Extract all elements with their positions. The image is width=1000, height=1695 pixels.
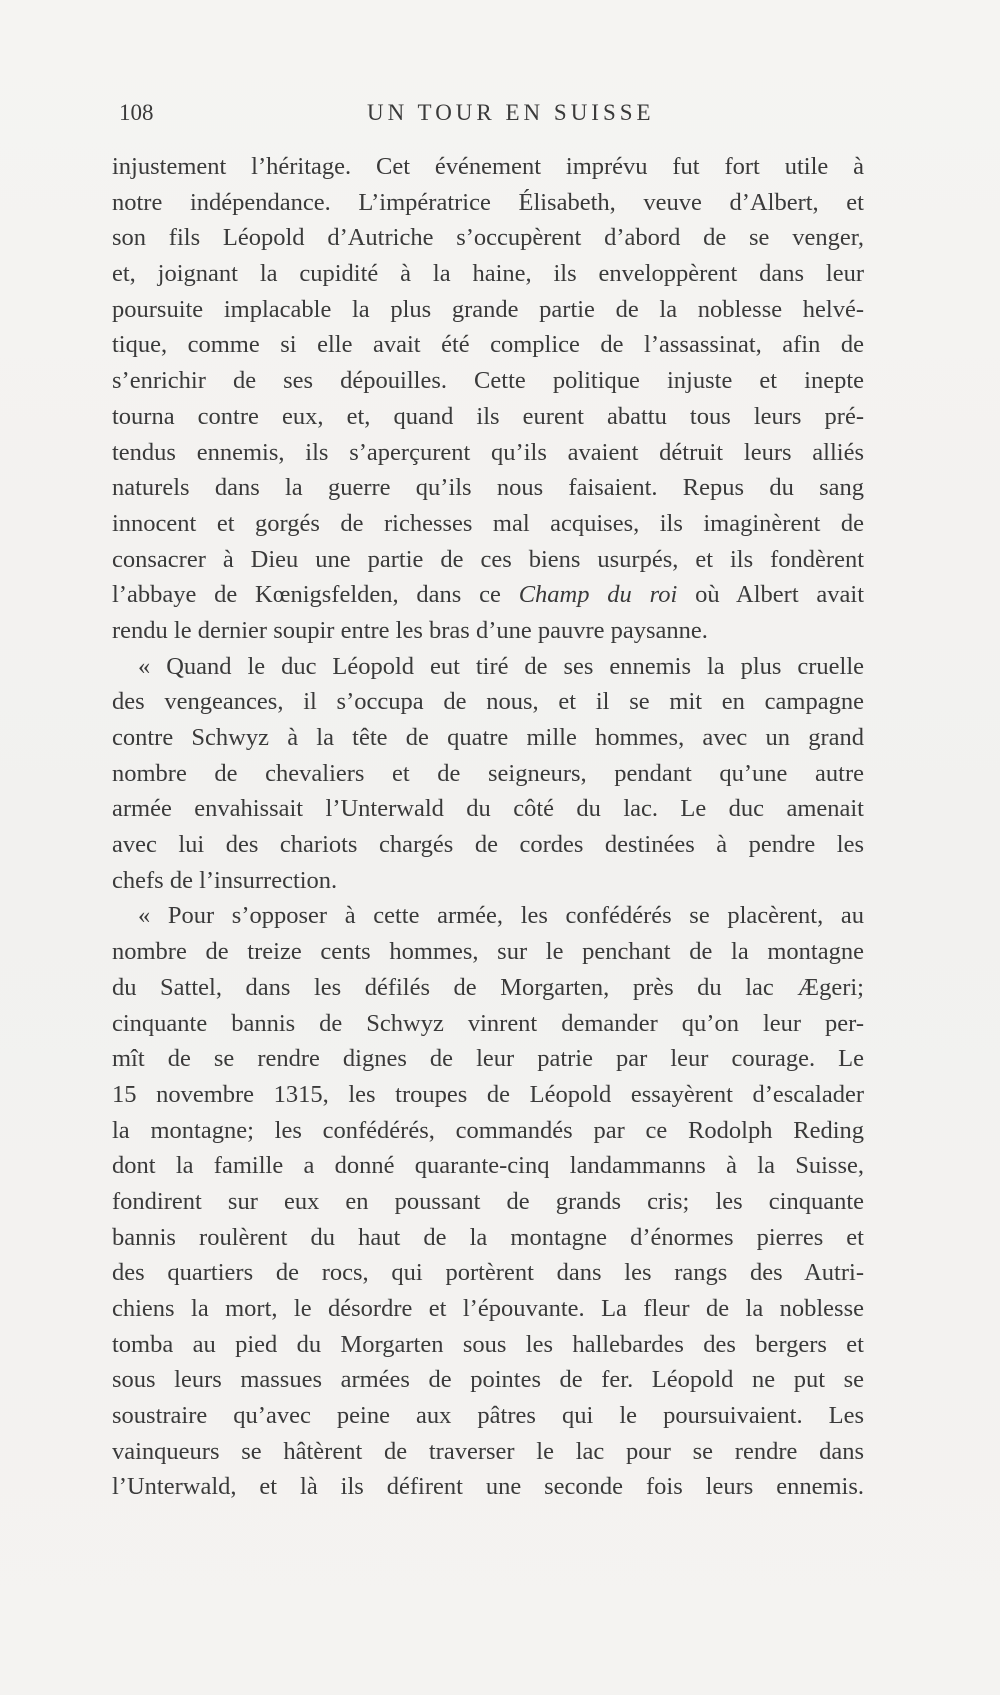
text-segment: où Albert avait	[695, 581, 865, 609]
text-line: consacrer à Dieu une partie de ces biens usurpés, et ils fondèrent	[112, 545, 864, 573]
text-line: son fils Léopold d’Autriche s’occupèrent d’abord de se venger,	[112, 224, 864, 252]
text-line: l’Unterwald, et là ils défirent une seconde fois leurs ennemis.	[112, 1473, 864, 1501]
text-line: et, joignant la cupidité à la haine, ils enveloppèrent dans leur	[112, 260, 864, 288]
body-text	[112, 149, 864, 1505]
italic-phrase: Champ du roi	[518, 581, 678, 609]
text-line: tourna contre eux, et, quand ils eurent abattu tous leurs pré-	[112, 402, 864, 430]
text-line: vainqueurs se hâtèrent de traverser le lac pour se rendre dans	[112, 1437, 864, 1465]
text-line: tique, comme si elle avait été complice de l’assassinat, afin de	[112, 331, 864, 359]
text-line: la montagne; les confédérés, commandés par ce Rodolph Reding	[112, 1116, 864, 1144]
page-number: 108	[119, 100, 154, 125]
paragraph-start-line: « Quand le duc Léopold eut tiré de ses ennemis la plus cruelle	[138, 652, 864, 680]
text-line: contre Schwyz à la tête de quatre mille hommes, avec un grand	[112, 724, 864, 751]
text-line: notre indépendance. L’impératrice Élisabeth, veuve d’Albert, et	[112, 188, 864, 216]
text-line: rendu le dernier soupir entre les bras d’une pauvre paysanne.	[112, 616, 708, 644]
page-header	[119, 100, 879, 134]
text-segment: l’abbaye de Kœnigsfelden, dans ce	[112, 581, 501, 609]
text-line: armée envahissait l’Unterwald du côté du lac. Le duc amenait	[112, 795, 864, 823]
text-line: soustraire qu’avec peine aux pâtres qui le poursuivaient. Les	[112, 1402, 864, 1430]
text-line: 15 novembre 1315, les troupes de Léopold essayèrent d’escalader	[112, 1080, 864, 1108]
text-line: injustement l’héritage. Cet événement imprévu fut fort utile à	[112, 153, 864, 180]
running-title: UN TOUR EN SUISSE	[367, 100, 655, 125]
text-line: poursuite implacable la plus grande partie de la noblesse helvé-	[112, 295, 864, 323]
text-line: des quartiers de rocs, qui portèrent dans les rangs des Autri-	[112, 1259, 864, 1287]
text-line: du Sattel, dans les défilés de Morgarten, près du lac Ægeri;	[112, 973, 864, 1001]
paragraph-start-line: « Pour s’opposer à cette armée, les confédérés se placèrent, au	[138, 902, 864, 930]
text-line: nombre de treize cents hommes, sur le penchant de la montagne	[112, 938, 864, 966]
text-line: mît de se rendre dignes de leur patrie par leur courage. Le	[112, 1045, 864, 1073]
text-line: s’enrichir de ses dépouilles. Cette politique injuste et inepte	[112, 367, 864, 395]
text-line: dont la famille a donné quarante-cinq landammanns à la Suisse,	[112, 1152, 864, 1180]
text-line: innocent et gorgés de richesses mal acquises, ils imaginèrent de	[112, 509, 864, 537]
text-line: tendus ennemis, ils s’aperçurent qu’ils avaient détruit leurs alliés	[112, 438, 864, 466]
text-line: sous leurs massues armées de pointes de fer. Léopold ne put se	[112, 1366, 864, 1394]
text-line: nombre de chevaliers et de seigneurs, pendant qu’une autre	[112, 759, 864, 787]
text-line-with-italic	[112, 577, 864, 613]
text-line: des vengeances, il s’occupa de nous, et il se mit en campagne	[112, 688, 864, 716]
text-line: tomba au pied du Morgarten sous les hallebardes des bergers et	[112, 1330, 864, 1358]
text-line: fondirent sur eux en poussant de grands cris; les cinquante	[112, 1187, 864, 1215]
text-line: cinquante bannis de Schwyz vinrent demander qu’on leur per-	[112, 1009, 864, 1037]
text-line: chiens la mort, le désordre et l’épouvante. La fleur de la noblesse	[112, 1295, 864, 1322]
text-line: naturels dans la guerre qu’ils nous faisaient. Repus du sang	[112, 474, 864, 502]
text-line: bannis roulèrent du haut de la montagne d’énormes pierres et	[112, 1223, 864, 1251]
text-line: chefs de l’insurrection.	[112, 866, 338, 894]
text-line: avec lui des chariots chargés de cordes destinées à pendre les	[112, 831, 864, 859]
